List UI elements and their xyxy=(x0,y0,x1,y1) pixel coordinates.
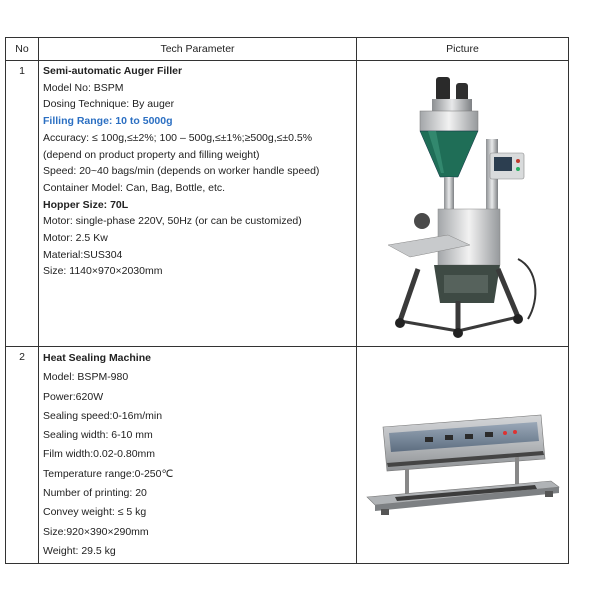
param-line: Number of printing: 20 xyxy=(43,487,147,500)
param-line: Film width:0.02-0.80mm xyxy=(43,448,156,461)
param-line: Size: 1140×970×2030mm xyxy=(43,265,163,278)
param-line: Accuracy: ≤ 100g,≤±2%; 100 – 500g,≤±1%;≥500g,≤±0.5% xyxy=(43,131,313,144)
param-line: (depend on product property and filling weight) xyxy=(43,148,260,161)
param-line: Material:SUS304 xyxy=(43,248,123,261)
table-row xyxy=(6,61,569,347)
auger-filler-machine-image xyxy=(378,69,548,339)
picture-cell xyxy=(357,61,569,347)
tech-parameters xyxy=(39,61,357,347)
param-line: Container Model: Can, Bag, Bottle, etc. xyxy=(43,181,226,194)
param-line: Power:620W xyxy=(43,390,104,403)
param-line: Size:920×390×290mm xyxy=(43,525,149,538)
spec-table xyxy=(5,37,569,564)
header-picture: Picture xyxy=(357,38,569,61)
param-line: Temperature range:0-250℃ xyxy=(43,467,174,480)
param-line: Sealing width: 6-10 mm xyxy=(43,429,153,442)
param-line: Dosing Technique: By auger xyxy=(43,98,175,111)
heat-sealing-machine-image xyxy=(365,385,561,525)
table-row xyxy=(6,347,569,564)
row-number: 2 xyxy=(6,347,39,564)
param-line-highlight: Filling Range: 10 to 5000g xyxy=(43,115,173,128)
param-line: Sealing speed:0-16m/min xyxy=(43,409,163,422)
product-title: Heat Sealing Machine xyxy=(43,352,151,364)
header-row xyxy=(6,38,569,61)
param-line: Model No: BSPM xyxy=(43,81,124,94)
tech-parameters xyxy=(39,347,357,564)
header-tech-parameter: Tech Parameter xyxy=(39,38,357,61)
row-number: 1 xyxy=(6,61,39,347)
product-title: Semi-automatic Auger Filler xyxy=(43,65,183,77)
param-line: Convey weight: ≤ 5 kg xyxy=(43,506,147,519)
param-line: Motor: 2.5 Kw xyxy=(43,232,108,245)
param-line: Motor: single-phase 220V, 50Hz (or can be customized) xyxy=(43,215,302,228)
param-line-bold: Hopper Size: 70L xyxy=(43,198,129,211)
picture-cell xyxy=(357,347,569,564)
param-line: Speed: 20~40 bags/min (depends on worker handle speed) xyxy=(43,165,320,178)
param-line: Weight: 29.5 kg xyxy=(43,544,116,557)
header-no: No xyxy=(6,38,39,61)
param-line: Model: BSPM-980 xyxy=(43,371,129,384)
